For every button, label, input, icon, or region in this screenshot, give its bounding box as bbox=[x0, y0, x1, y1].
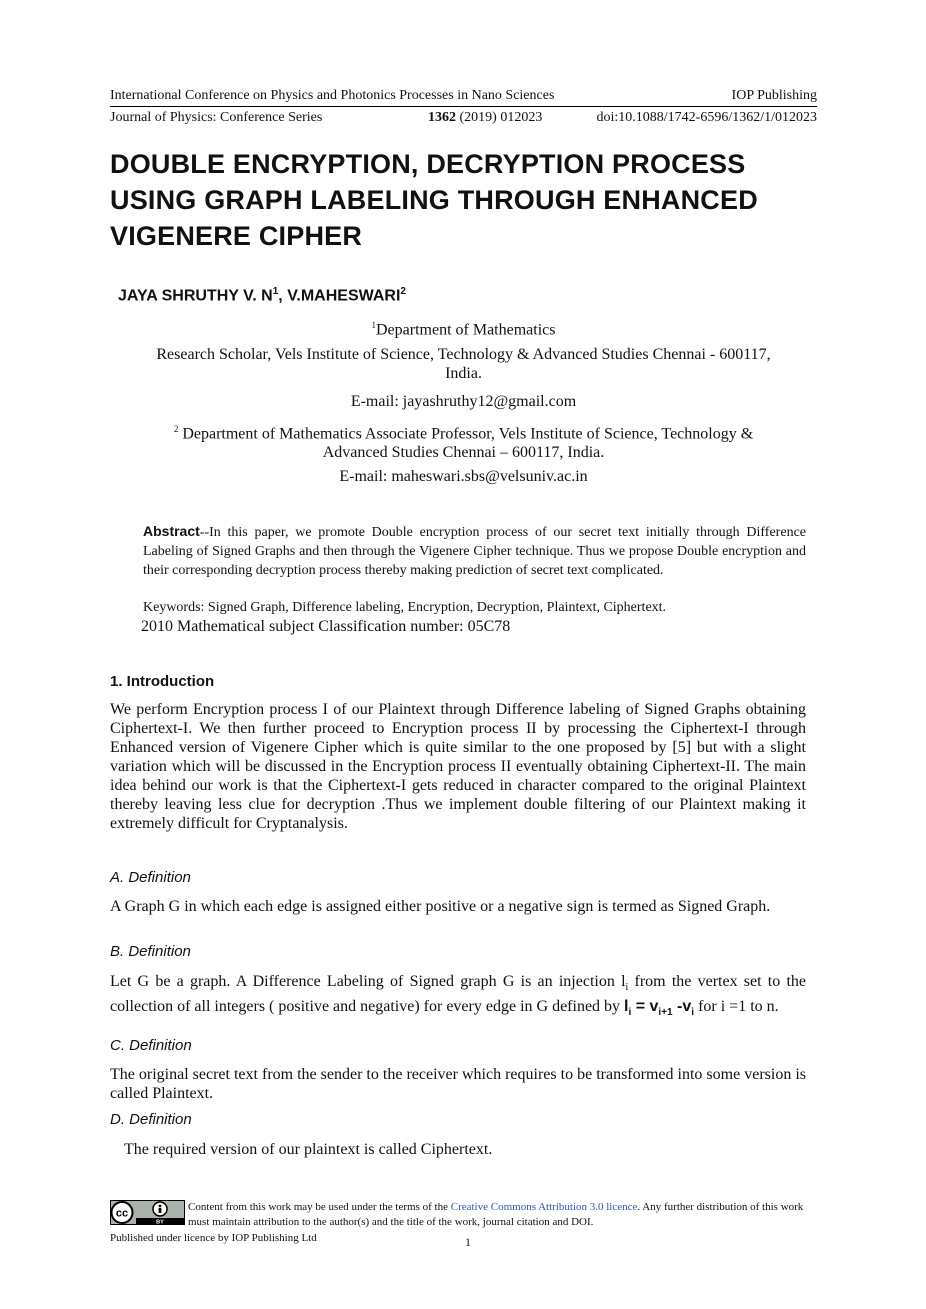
cc-by-license-icon[interactable] bbox=[110, 1200, 185, 1225]
journal-name: Journal of Physics: Conference Series bbox=[110, 110, 323, 125]
svg-text:cc: cc bbox=[115, 1207, 129, 1220]
definition-a-text: A Graph G in which each edge is assigned either positive or a negative sign is termed as Signed Graph. bbox=[110, 898, 771, 915]
formula: $l_i = v_{i+1}$ $-v_i$ bbox=[624, 998, 695, 1019]
affil-2-mark: 2 bbox=[173, 424, 179, 434]
title-line: DOUBLE ENCRYPTION, DECRYPTION PROCESS bbox=[110, 149, 746, 179]
published-under: Published under licence by IOP Publishing Ltd bbox=[110, 1232, 317, 1244]
license-link[interactable]: Creative Commons Attribution 3.0 licence bbox=[450, 1201, 638, 1213]
intro-paragraph: We perform Encryption process I of our Plaintext through Difference labeling of Signed Graphs obtaining Ciphertext-I. We then further proceed to Encryption process II by processing the Ciphertext-I through Enhanced version of Vigenere Cipher which is quite similar to the one proposed by [5] but with a slight variation which will be discussed in the Encryption process II eventually obtaining Ciphertext-II. The main idea behind our work is that the Ciphertext-I gets reduced in character compared to the original Plaintext thereby leaving less clue for decryption .Thus we implement double filtering of our Plaintext making it extremely difficult for Cryptanalysis. bbox=[110, 701, 806, 832]
title-line: VIGENERE CIPHER bbox=[110, 221, 363, 251]
msc-classification: 2010 Mathematical subject Classification number: 05C78 bbox=[141, 618, 511, 635]
email-2: E-mail: maheswari.sbs@velsuniv.ac.in bbox=[339, 468, 588, 485]
definition-a-heading: A. Definition bbox=[110, 869, 191, 886]
affiliation-2: $^2$ Department of Mathematics Associate Professor, Vels Institute of Science, Technology & Advanced Studies Chennai – 600117, India. bbox=[173, 424, 754, 462]
author-2-mark: 2 bbox=[400, 286, 406, 297]
definition-d-text: The required version of our plaintext is called Ciphertext. bbox=[124, 1141, 493, 1158]
publisher-name: IOP Publishing bbox=[731, 88, 817, 103]
abstract-text: --In this paper, we promote Double encryption process of our secret text initially through Difference Labeling of Signed Graphs and then through the Vigenere Cipher technique. Thus we propose Double encryption and their corresponding decryption process thereby making prediction of secret text complicated. bbox=[143, 525, 806, 578]
cc-badge-text: BY bbox=[156, 1219, 164, 1225]
definition-b-heading: B. Definition bbox=[110, 943, 191, 960]
definition-c-text: The original secret text from the sender to the receiver which requires to be transformed into some version is called Plaintext. bbox=[110, 1066, 806, 1102]
definition-d-heading: D. Definition bbox=[110, 1111, 192, 1128]
running-header bbox=[110, 88, 817, 107]
author-2: , V.MAHESWARI bbox=[278, 287, 401, 305]
page-number: 1 bbox=[465, 1235, 471, 1249]
author-1-mark: 1 bbox=[272, 286, 279, 297]
year-issue: (2019) 012023 bbox=[459, 110, 543, 125]
affiliation-1: Research Scholar, Vels Institute of Science, Technology & Advanced Studies Chennai - 600117, India. bbox=[156, 346, 771, 382]
volume-number: 1362 bbox=[428, 110, 456, 125]
definition-c-heading: C. Definition bbox=[110, 1037, 192, 1054]
conference-name: International Conference on Physics and Photonics Processes in Nano Sciences bbox=[110, 88, 555, 103]
journal-header bbox=[110, 110, 817, 128]
definition-b-text: Let G be a graph. A Difference Labeling of Signed graph G is an injection $l_i$ from the vertex set to the collection of all integers ( positive and negative) for every edge in G defined by $l_i = v_{i+1}$ $-v_i$ for i =1 to n. bbox=[110, 973, 806, 1019]
keywords: Keywords: Signed Graph, Difference labeling, Encryption, Decryption, Plaintext, Ciphertext. bbox=[143, 600, 667, 615]
title-line: USING GRAPH LABELING THROUGH ENHANCED bbox=[110, 185, 758, 215]
affil-1-mark: 1 bbox=[371, 320, 376, 330]
author-1: JAYA SHRUTHY V. N bbox=[118, 287, 273, 305]
section-heading: 1. Introduction bbox=[110, 673, 215, 690]
email-1: E-mail: jayashruthy12@gmail.com bbox=[350, 393, 577, 410]
author-list bbox=[118, 286, 406, 305]
license-notice: Content from this work may be used under the terms of the Creative Commons Attribution 3.0 licence. Any further distribution of this work must maintain attribution to the author(s) and the title of the work, journal citation and DOI. bbox=[188, 1201, 804, 1228]
abstract-label: Abstract bbox=[143, 523, 200, 539]
abstract bbox=[143, 522, 806, 580]
doi[interactable]: doi:10.1088/1742-6596/1362/1/012023 bbox=[596, 110, 817, 125]
paper-title bbox=[110, 146, 810, 254]
affiliation-1-dept: $^1$Department of Mathematics bbox=[371, 320, 556, 339]
volume-info bbox=[428, 110, 542, 126]
